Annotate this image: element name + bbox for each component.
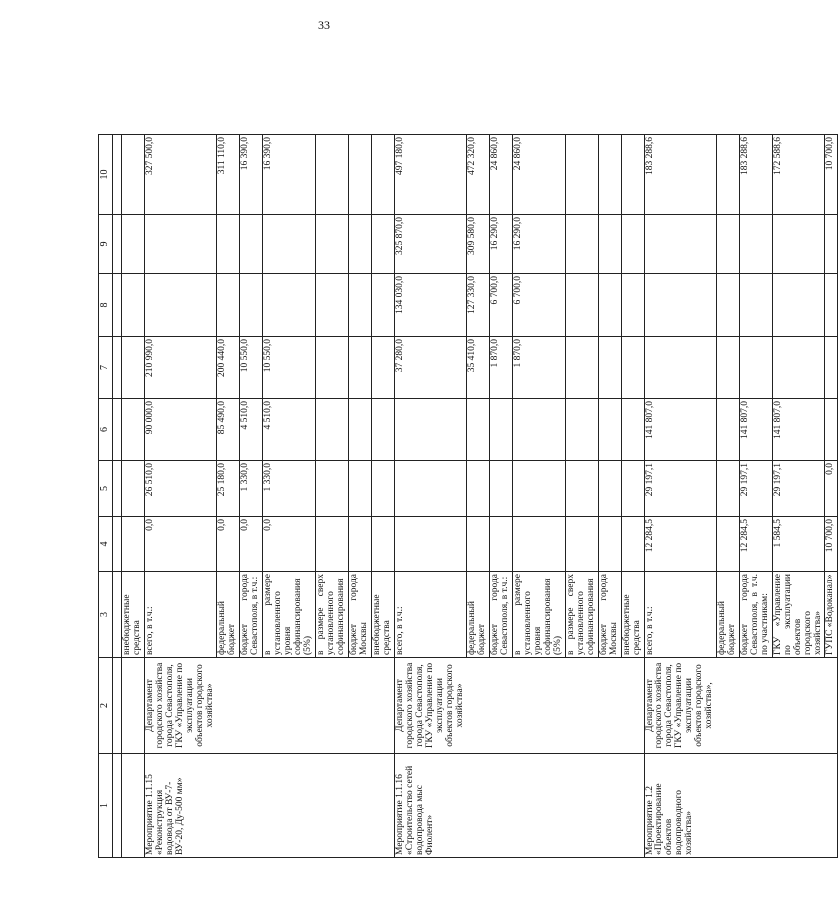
- value-cell: 1 870,0: [512, 337, 565, 399]
- value-cell: [512, 399, 565, 461]
- funding-source-cell: бюджет города Москвы: [598, 572, 621, 658]
- value-cell: 29 197,1: [644, 461, 716, 517]
- value-cell: [598, 461, 621, 517]
- executor-cell: [240, 658, 263, 754]
- funding-source-cell: федеральный бюджет: [716, 572, 739, 658]
- measure-name-cell: [467, 754, 490, 858]
- header-row: [99, 37, 113, 858]
- value-cell: 141 807,0: [739, 399, 772, 461]
- header-cell: 8: [99, 274, 113, 337]
- value-cell: 6 700,0: [512, 274, 565, 337]
- value-cell: [394, 517, 466, 572]
- value-cell: [489, 399, 512, 461]
- blank-row: [113, 37, 122, 858]
- funding-source-cell: бюджет города Севастополя, в т.ч. по участникам:: [739, 572, 772, 658]
- measure-name-cell: [240, 754, 263, 858]
- measure-name-cell: Мероприятие 1.2 «Проектирование объектов водопроводного хозяйства»: [644, 754, 716, 858]
- value-cell: 311 110,0: [217, 135, 240, 215]
- funding-source-cell: всего, в т.ч.:: [394, 572, 466, 658]
- value-cell: [621, 461, 644, 517]
- value-cell: [621, 215, 644, 274]
- executor-cell: Департамент городского хозяйства города Севастополя, ГКУ «Управление по эксплуатации объектов городского хозяйства»: [394, 658, 466, 754]
- value-cell: 210 990,0: [144, 337, 216, 399]
- value-cell: [371, 517, 394, 572]
- value-cell: [348, 461, 371, 517]
- value-cell: 200 440,0: [217, 337, 240, 399]
- value-cell: [467, 461, 490, 517]
- value-cell: 1 330,0: [263, 461, 316, 517]
- value-cell: [565, 135, 598, 215]
- funding-source-cell: в размере сверх установленного софинансирования: [565, 572, 598, 658]
- table-row: [739, 37, 772, 858]
- executor-cell: Департамент городского хозяйства города Севастополя, ГКУ «Управление по эксплуатации объектов городского хозяйства»,: [644, 658, 716, 754]
- value-cell: [371, 215, 394, 274]
- page-number: 33: [318, 18, 330, 32]
- table-row: [371, 37, 394, 858]
- value-cell: [739, 215, 772, 274]
- measure-name-cell: [348, 754, 371, 858]
- table-row: [565, 37, 598, 858]
- value-cell: [122, 135, 145, 215]
- value-cell: [621, 274, 644, 337]
- value-cell: [122, 274, 145, 337]
- funding-source-cell: внебюджетные средства: [621, 572, 644, 658]
- value-cell: [348, 399, 371, 461]
- value-cell: 472 320,0: [467, 135, 490, 215]
- value-cell: [489, 517, 512, 572]
- value-cell: 12 284,5: [739, 517, 772, 572]
- value-cell: 0,0: [240, 517, 263, 572]
- measure-name-cell: [739, 754, 772, 858]
- measure-name-cell: [489, 754, 512, 858]
- value-cell: 10 550,0: [240, 337, 263, 399]
- value-cell: 16 390,0: [263, 135, 316, 215]
- funding-source-cell: всего, в т.ч.:: [644, 572, 716, 658]
- executor-cell: [348, 658, 371, 754]
- value-cell: [348, 215, 371, 274]
- value-cell: 10 550,0: [263, 337, 316, 399]
- value-cell: [598, 274, 621, 337]
- value-cell: 327 500,0: [144, 135, 216, 215]
- funding-source-cell: внебюджетные средства: [371, 572, 394, 658]
- value-cell: [240, 274, 263, 337]
- value-cell: [565, 517, 598, 572]
- value-cell: 183 288,6: [644, 135, 716, 215]
- measure-name-cell: [825, 754, 838, 858]
- executor-cell: [621, 658, 644, 754]
- value-cell: [621, 337, 644, 399]
- funding-source-cell: в размере сверх установленного софинансирования: [315, 572, 348, 658]
- value-cell: [394, 461, 466, 517]
- funding-source-cell: бюджет города Севастополя, в т.ч.:: [240, 572, 263, 658]
- measure-name-cell: [621, 754, 644, 858]
- executor-cell: [217, 658, 240, 754]
- header-cell: 5: [99, 461, 113, 517]
- value-cell: [825, 399, 838, 461]
- value-cell: [598, 337, 621, 399]
- value-cell: [825, 337, 838, 399]
- value-cell: [621, 135, 644, 215]
- value-cell: [565, 215, 598, 274]
- measure-name-cell: [217, 754, 240, 858]
- value-cell: [716, 517, 739, 572]
- measure-name-cell: Мероприятие 1.1.15 «Реконструкция водовода от ВУ-7-ВУ-20, Ду-500 мм»: [144, 754, 216, 858]
- table-row: [394, 37, 466, 858]
- value-cell: [565, 461, 598, 517]
- value-cell: [122, 215, 145, 274]
- funding-source-cell: внебюджетные средства: [122, 572, 145, 658]
- value-cell: [263, 215, 316, 274]
- value-cell: [716, 215, 739, 274]
- value-cell: 10 700,0: [825, 517, 838, 572]
- value-cell: [621, 399, 644, 461]
- value-cell: [263, 274, 316, 337]
- value-cell: 0,0: [263, 517, 316, 572]
- table-body: [122, 37, 838, 858]
- measure-name-cell: Мероприятие 1.1.16 «Строительство сетей водопровода мыс Фиолент»: [394, 754, 466, 858]
- value-cell: 1 870,0: [489, 337, 512, 399]
- executor-cell: [467, 658, 490, 754]
- value-cell: 26 510,0: [144, 461, 216, 517]
- value-cell: 29 197,1: [772, 461, 825, 517]
- value-cell: [598, 399, 621, 461]
- funding-source-cell: федеральный бюджет: [467, 572, 490, 658]
- value-cell: 497 180,0: [394, 135, 466, 215]
- executor-cell: [565, 658, 598, 754]
- funding-source-cell: бюджет города Москвы: [348, 572, 371, 658]
- value-cell: [772, 337, 825, 399]
- value-cell: [348, 274, 371, 337]
- value-cell: [217, 274, 240, 337]
- value-cell: [348, 337, 371, 399]
- header-cell: 3: [99, 572, 113, 658]
- value-cell: [371, 337, 394, 399]
- value-cell: [315, 399, 348, 461]
- value-cell: [772, 274, 825, 337]
- value-cell: [217, 215, 240, 274]
- value-cell: [716, 337, 739, 399]
- header-cell: 1: [99, 754, 113, 858]
- value-cell: [122, 337, 145, 399]
- value-cell: 1 584,5: [772, 517, 825, 572]
- table-row: [489, 37, 512, 858]
- value-cell: [394, 399, 466, 461]
- measure-name-cell: [315, 754, 348, 858]
- value-cell: 0,0: [825, 461, 838, 517]
- executor-cell: [739, 658, 772, 754]
- header-cell: 6: [99, 399, 113, 461]
- funding-source-cell: федеральный бюджет: [217, 572, 240, 658]
- value-cell: [240, 215, 263, 274]
- value-cell: [644, 274, 716, 337]
- value-cell: [565, 274, 598, 337]
- value-cell: [371, 274, 394, 337]
- value-cell: [122, 461, 145, 517]
- table-row: [348, 37, 371, 858]
- value-cell: [144, 274, 216, 337]
- value-cell: [315, 215, 348, 274]
- value-cell: [772, 215, 825, 274]
- value-cell: 183 288,6: [739, 135, 772, 215]
- value-cell: [315, 274, 348, 337]
- header-cell: 10: [99, 135, 113, 215]
- executor-cell: [315, 658, 348, 754]
- measure-name-cell: [565, 754, 598, 858]
- table-row: [598, 37, 621, 858]
- value-cell: 16 390,0: [240, 135, 263, 215]
- measure-name-cell: [263, 754, 316, 858]
- value-cell: 29 197,1: [739, 461, 772, 517]
- value-cell: 134 030,0: [394, 274, 466, 337]
- value-cell: [716, 135, 739, 215]
- table-row: [772, 37, 825, 858]
- value-cell: [467, 399, 490, 461]
- value-cell: [825, 274, 838, 337]
- value-cell: 24 860,0: [489, 135, 512, 215]
- measure-name-cell: [598, 754, 621, 858]
- value-cell: 127 330,0: [467, 274, 490, 337]
- value-cell: [348, 517, 371, 572]
- table-row: [263, 37, 316, 858]
- measure-name-cell: [772, 754, 825, 858]
- executor-cell: [772, 658, 825, 754]
- funding-source-cell: в размере установленного уровня софинансирования (5%): [263, 572, 316, 658]
- table-row: [621, 37, 644, 858]
- value-cell: [371, 461, 394, 517]
- measure-name-cell: [716, 754, 739, 858]
- value-cell: [512, 461, 565, 517]
- value-cell: [489, 461, 512, 517]
- value-cell: [371, 135, 394, 215]
- value-cell: [598, 215, 621, 274]
- value-cell: 0,0: [144, 517, 216, 572]
- value-cell: 90 000,0: [144, 399, 216, 461]
- value-cell: [644, 337, 716, 399]
- table-row: [122, 37, 145, 858]
- value-cell: 6 700,0: [489, 274, 512, 337]
- budget-table: [98, 36, 838, 858]
- table-row: [144, 37, 216, 858]
- value-cell: 85 490,0: [217, 399, 240, 461]
- value-cell: 10 700,0: [825, 135, 838, 215]
- value-cell: 25 180,0: [217, 461, 240, 517]
- value-cell: [565, 337, 598, 399]
- value-cell: [315, 517, 348, 572]
- funding-source-cell: бюджет города Севастополя, в т.ч.:: [489, 572, 512, 658]
- value-cell: 0,0: [217, 517, 240, 572]
- value-cell: [739, 274, 772, 337]
- table-row: [716, 37, 739, 858]
- value-cell: [716, 399, 739, 461]
- value-cell: 141 807,0: [772, 399, 825, 461]
- header-cell: 4: [99, 517, 113, 572]
- value-cell: [739, 337, 772, 399]
- measure-name-cell: [371, 754, 394, 858]
- value-cell: [467, 517, 490, 572]
- funding-source-cell: в размере установленного уровня софинансирования (5%): [512, 572, 565, 658]
- table-row: [467, 37, 490, 858]
- value-cell: 4 510,0: [263, 399, 316, 461]
- value-cell: [716, 461, 739, 517]
- funding-source-cell: ГКУ «Управление по эксплуатации объектов городского хозяйства»: [772, 572, 825, 658]
- value-cell: [644, 215, 716, 274]
- value-cell: [315, 135, 348, 215]
- table-row: [217, 37, 240, 858]
- value-cell: 35 410,0: [467, 337, 490, 399]
- executor-cell: [598, 658, 621, 754]
- value-cell: 12 284,5: [644, 517, 716, 572]
- table-row: [512, 37, 565, 858]
- executor-cell: [825, 658, 838, 754]
- table-row: [825, 37, 838, 858]
- value-cell: 16 290,0: [489, 215, 512, 274]
- value-cell: [122, 517, 145, 572]
- value-cell: [825, 215, 838, 274]
- value-cell: [315, 461, 348, 517]
- value-cell: [621, 517, 644, 572]
- executor-cell: [263, 658, 316, 754]
- value-cell: [598, 135, 621, 215]
- measure-name-cell: [512, 754, 565, 858]
- value-cell: 4 510,0: [240, 399, 263, 461]
- executor-cell: [122, 658, 145, 754]
- value-cell: 172 588,6: [772, 135, 825, 215]
- executor-cell: [716, 658, 739, 754]
- value-cell: [144, 215, 216, 274]
- value-cell: [371, 399, 394, 461]
- value-cell: 1 330,0: [240, 461, 263, 517]
- value-cell: 325 870,0: [394, 215, 466, 274]
- funding-source-cell: всего, в т.ч.:: [144, 572, 216, 658]
- header-cell: 9: [99, 215, 113, 274]
- value-cell: 141 807,0: [644, 399, 716, 461]
- rotated-table-container: [98, 36, 836, 858]
- value-cell: [598, 517, 621, 572]
- funding-source-cell: ГУПС «Водоканал»: [825, 572, 838, 658]
- value-cell: [122, 399, 145, 461]
- value-cell: 16 290,0: [512, 215, 565, 274]
- header-cell: 7: [99, 337, 113, 399]
- value-cell: 37 280,0: [394, 337, 466, 399]
- value-cell: [348, 135, 371, 215]
- executor-cell: [512, 658, 565, 754]
- value-cell: [315, 337, 348, 399]
- value-cell: [716, 274, 739, 337]
- executor-cell: Департамент городского хозяйства города Севастополя, ГКУ «Управление по эксплуатации объектов городского хозяйства»: [144, 658, 216, 754]
- table-row: [240, 37, 263, 858]
- measure-name-cell: [122, 754, 145, 858]
- value-cell: [512, 517, 565, 572]
- value-cell: 309 580,0: [467, 215, 490, 274]
- executor-cell: [371, 658, 394, 754]
- table-row: [644, 37, 716, 858]
- value-cell: 24 860,0: [512, 135, 565, 215]
- header-cell: 2: [99, 658, 113, 754]
- executor-cell: [489, 658, 512, 754]
- value-cell: [565, 399, 598, 461]
- table-row: [315, 37, 348, 858]
